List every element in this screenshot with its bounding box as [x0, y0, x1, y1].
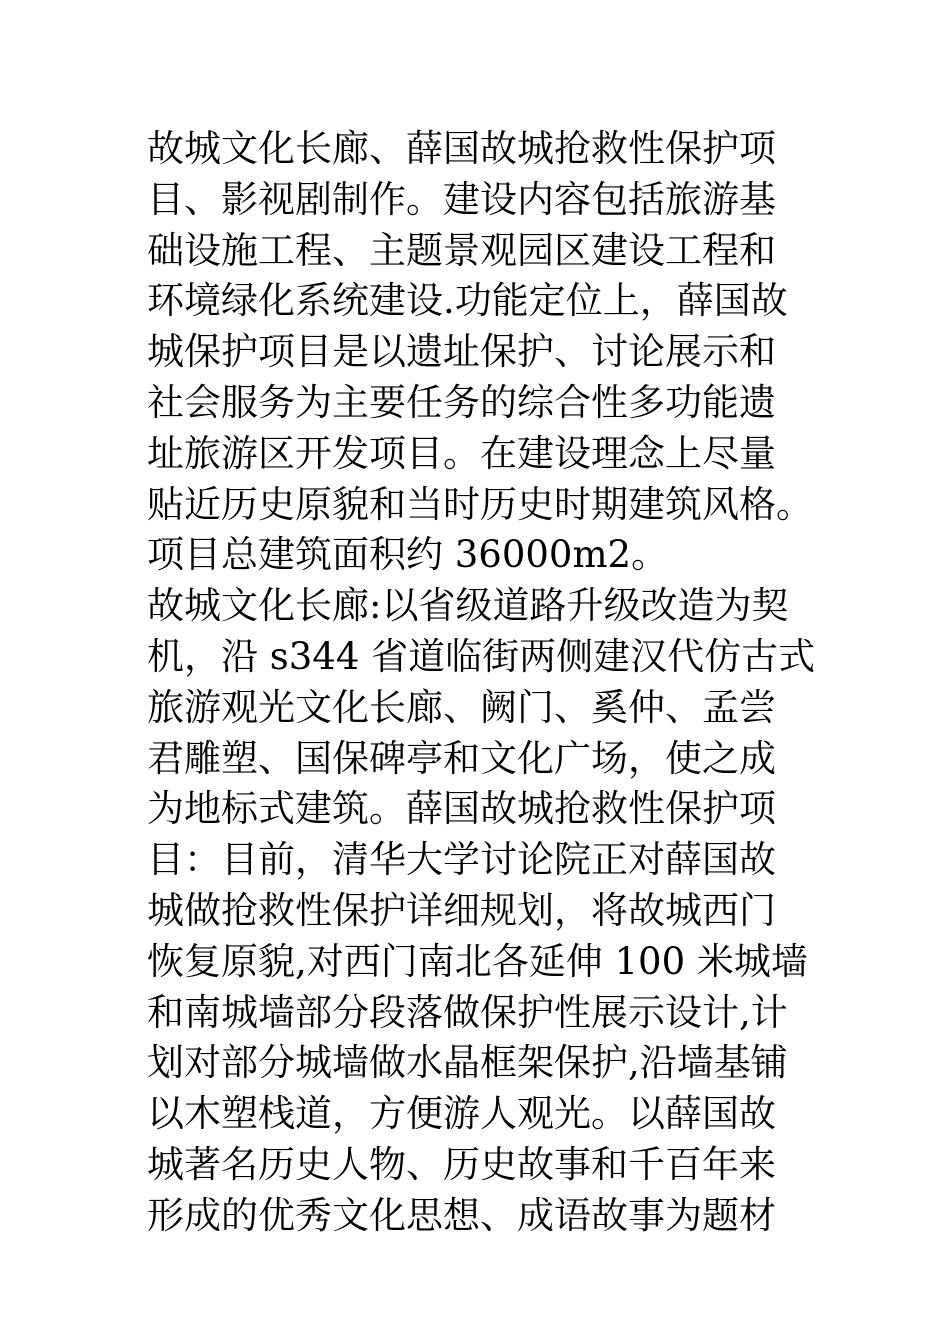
text-line: 划对部分城墙做水晶框架保护,沿墙基铺	[147, 1041, 788, 1085]
text-line: 旅游观光文化长廊、阙门、奚仲、孟尝	[147, 685, 776, 729]
text-line: 恢复原貌,对西门南北各延伸 100 米城墙	[147, 939, 808, 983]
text-line: 城保护项目是以遗址保护、讨论展示和	[147, 330, 776, 374]
text-line: 机，沿 s344 省道临街两侧建汉代仿古式	[147, 634, 816, 678]
text-line: 故城文化长廊、薛国故城抢救性保护项	[147, 127, 776, 170]
text-line: 环境绿化系统建设.功能定位上，薛国故	[147, 279, 788, 323]
text-line: 以木塑栈道，方便游人观光。以薛国故	[147, 1092, 776, 1136]
text-line: 址旅游区开发项目。在建设理念上尽量	[147, 431, 776, 475]
body-text	[147, 124, 847, 1242]
text-line: 础设施工程、主题景观园区建设工程和	[147, 228, 776, 272]
text-line: 和南城墙部分段落做保护性展示设计,计	[147, 990, 788, 1034]
text-line: 为地标式建筑。薛国故城抢救性保护项	[147, 787, 776, 831]
text-line: 城著名历史人物、历史故事和千百年来	[147, 1142, 776, 1186]
text-line: 目、影视剧制作。建设内容包括旅游基	[147, 177, 776, 221]
text-line: 君雕塑、国保碑亭和文化广场，使之成	[147, 736, 776, 780]
text-line: 形成的优秀文化思想、成语故事为题材	[147, 1193, 776, 1237]
text-line: 目：目前，清华大学讨论院正对薛国故	[147, 838, 776, 882]
text-line: 城做抢救性保护详细规划，将故城西门	[147, 888, 776, 932]
text-line: 贴近历史原貌和当时历史时期建筑风格。	[147, 482, 813, 526]
text-line: 项目总建筑面积约 36000m2。	[147, 533, 669, 577]
text-line: 故城文化长廊:以省级道路升级改造为契	[147, 584, 789, 628]
text-line: 社会服务为主要任务的综合性多功能遗	[147, 380, 776, 424]
